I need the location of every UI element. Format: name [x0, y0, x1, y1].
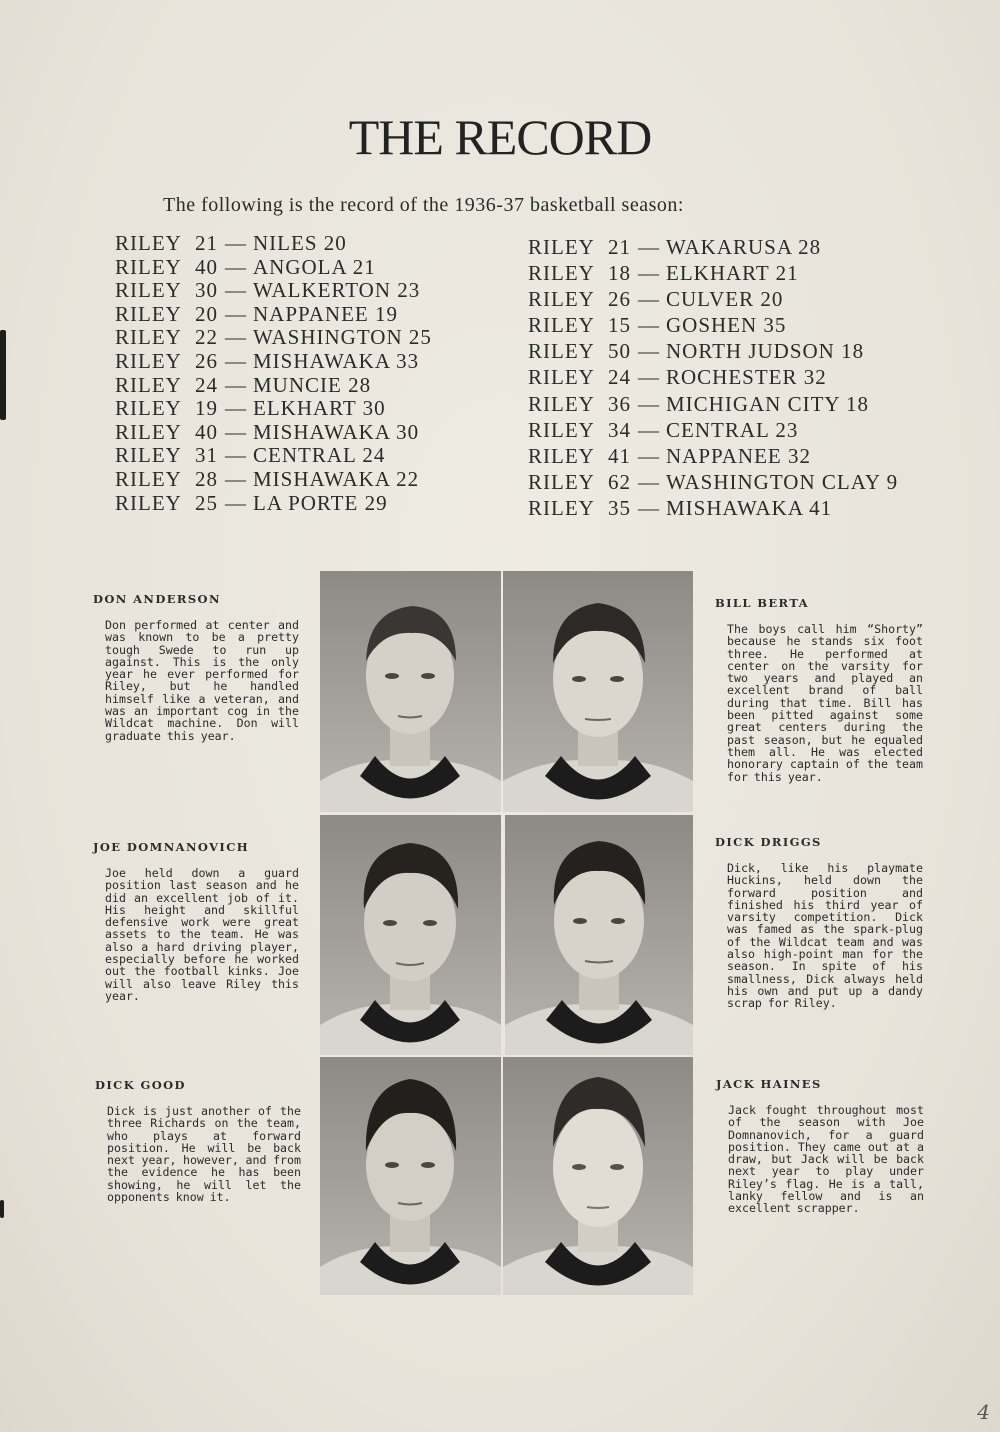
- binding-mark: [0, 330, 6, 420]
- portrait-figure: [505, 815, 693, 1055]
- player-bio: [93, 592, 303, 742]
- game-result-row: RILEY 50 — NORTH JUDSON 18: [528, 339, 865, 364]
- player-name: JOE DOMNANOVICH: [93, 840, 250, 854]
- game-result-row: RILEY 20 — NAPPANEE 19: [115, 301, 398, 326]
- player-bio: [715, 835, 927, 1010]
- player-photo: [320, 815, 501, 1055]
- game-result-row: RILEY 19 — ELKHART 30: [115, 396, 386, 421]
- game-result-row: RILEY 21 — NILES 20: [115, 231, 347, 255]
- game-result-row: RILEY 30 — WALKERTON 23: [115, 278, 421, 303]
- season-record-left: [115, 232, 432, 515]
- game-result-row: RILEY 40 — ANGOLA 21: [115, 254, 376, 279]
- page-title: THE RECORD: [348, 109, 652, 165]
- player-name: DON ANDERSON: [93, 592, 221, 606]
- player-photo: [503, 571, 693, 812]
- game-result-row: RILEY 22 — WASHINGTON 25: [115, 325, 432, 350]
- player-description: Don performed at center and was known to be a pretty tough Swede to run up against. This is the only year he ever performed for Riley, but he handled himself like a veteran, and was an important cog in the Wildcat machine. Don will graduate this year.: [105, 618, 299, 743]
- portrait-figure: [503, 1057, 693, 1295]
- player-bio: [716, 1077, 928, 1215]
- game-result-row: RILEY 15 — GOSHEN 35: [528, 313, 787, 338]
- portrait-figure: [503, 571, 693, 812]
- game-result-row: RILEY 18 — ELKHART 21: [528, 261, 799, 286]
- game-result-row: RILEY 31 — CENTRAL 24: [115, 443, 386, 468]
- game-result-row: RILEY 24 — MUNCIE 28: [115, 372, 372, 397]
- season-record-right: [528, 234, 898, 521]
- game-result-row: RILEY 26 — MISHAWAKA 33: [115, 348, 420, 373]
- game-result-row: RILEY 62 — WASHINGTON CLAY 9: [528, 469, 899, 494]
- page-number: 4: [977, 1400, 990, 1424]
- portrait-figure: [320, 815, 501, 1055]
- player-name: BILL BERTA: [715, 596, 809, 610]
- player-name: JACK HAINES: [716, 1077, 822, 1091]
- player-description: The boys call him “Shorty” because he stands six foot three. He performed at center on the varsity for two years and played an excellent brand of ball during that time. Bill has been pitted against some great centers during the past season, but he equaled them all. He was elected honorary captain of the team for this year.: [727, 622, 923, 784]
- player-name: DICK GOOD: [95, 1078, 186, 1092]
- player-bio: [95, 1078, 305, 1203]
- binding-mark: [0, 1200, 4, 1218]
- game-result-row: RILEY 26 — CULVER 20: [528, 287, 784, 312]
- game-result-row: RILEY 25 — LA PORTE 29: [115, 490, 388, 515]
- intro-text: The following is the record of the 1936-37 basketball season:: [163, 194, 684, 216]
- game-result-row: RILEY 36 — MICHIGAN CITY 18: [528, 391, 870, 416]
- player-name: DICK DRIGGS: [715, 835, 822, 849]
- player-photo: [320, 1057, 501, 1295]
- game-result-row: RILEY 28 — MISHAWAKA 22: [115, 466, 420, 491]
- portrait-figure: [320, 571, 501, 812]
- game-result-row: RILEY 35 — MISHAWAKA 41: [528, 495, 833, 520]
- game-result-row: RILEY 41 — NAPPANEE 32: [528, 443, 811, 468]
- player-description: Dick, like his playmate Huckins, held down the forward position and finished his third year of varsity competition. Dick was famed as the spark-plug of the Wildcat team and was also high-point man for the season. In spite of his smallness, Dick always held his own and put up a dandy scrap for Riley.: [727, 861, 923, 1011]
- player-photo: [505, 815, 693, 1055]
- game-result-row: RILEY 34 — CENTRAL 23: [528, 417, 799, 442]
- player-bio: [715, 596, 927, 783]
- portrait-figure: [320, 1057, 501, 1295]
- game-result-row: RILEY 21 — WAKARUSA 28: [528, 235, 822, 259]
- player-photo: [503, 1057, 693, 1295]
- player-bio: [93, 840, 303, 1002]
- player-description: Jack fought throughout most of the season with Joe Domnanovich, for a guard position. They came out at a draw, but Jack will be back next year to play under Riley’s flag. He is a tall, lanky fellow and is an excellent scrapper.: [728, 1103, 924, 1216]
- player-description: Joe held down a guard position last season and he did an excellent job of it. His height and skillful defensive work were great assets to the team. He was also a hard driving player, especially before he worked out the football kinks. Joe will also leave Riley this year.: [105, 866, 299, 1003]
- player-description: Dick is just another of the three Richards on the team, who plays at forward position. He will be back next year, however, and from the evidence he has been showing, he will let the opponents know it.: [107, 1104, 301, 1205]
- game-result-row: RILEY 24 — ROCHESTER 32: [528, 365, 827, 390]
- game-result-row: RILEY 40 — MISHAWAKA 30: [115, 419, 420, 444]
- player-photo: [320, 571, 501, 812]
